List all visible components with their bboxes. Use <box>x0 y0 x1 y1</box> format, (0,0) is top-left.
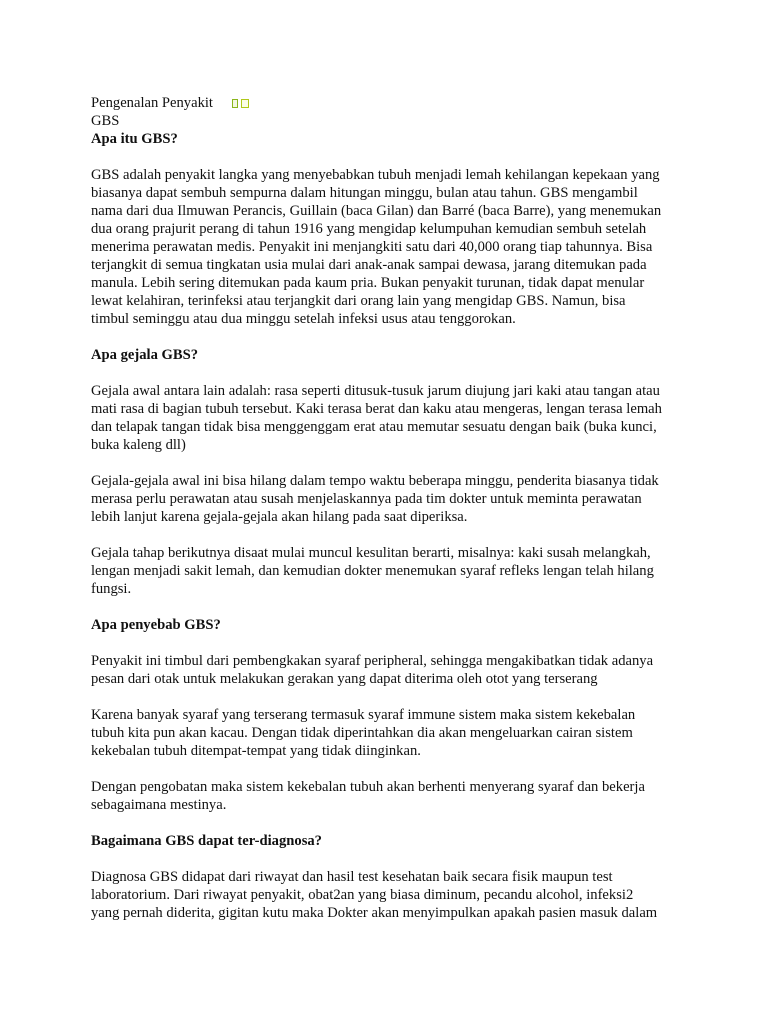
text-line: fungsi. <box>91 581 132 597</box>
section-spacer <box>91 814 691 832</box>
section-heading: Bagaimana GBS dapat ter-diagnosa? <box>91 833 322 849</box>
section-heading: Apa penyebab GBS? <box>91 617 221 633</box>
text-line: merasa perlu perawatan atau susah menjelaskannya pada tim dokter untuk meminta perawatan <box>91 491 642 507</box>
paragraph <box>91 166 691 328</box>
paragraph-spacer <box>91 148 691 166</box>
text-line: yang pernah diderita, gigitan kutu maka Dokter akan menyimpulkan apakah pasien masuk dalam <box>91 905 658 921</box>
text-line: Diagnosa GBS didapat dari riwayat dan hasil test kesehatan baik secara fisik maupun test <box>91 869 613 885</box>
text-line: biasanya dapat sembuh sempurna dalam hitungan minggu, bulan atau tahun. GBS mengambil <box>91 185 638 201</box>
section-spacer <box>91 328 691 346</box>
section-spacer <box>91 598 691 616</box>
paragraph-spacer <box>91 760 691 778</box>
paragraph-spacer <box>91 634 691 652</box>
text-line: GBS adalah penyakit langka yang menyebabkan tubuh menjadi lemah kehilangan kepekaan yang <box>91 167 660 183</box>
paragraph <box>91 652 691 688</box>
paragraph-spacer <box>91 688 691 706</box>
text-line: Penyakit ini timbul dari pembengkakan syaraf peripheral, sehingga mengakibatkan tidak adanya <box>91 653 654 669</box>
section-heading: Apa gejala GBS? <box>91 347 199 363</box>
text-line: kekebalan tubuh ditempat-tempat yang tidak diinginkan. <box>91 743 421 759</box>
text-line: timbul seminggu atau dua minggu setelah infeksi usus atau tenggorokan. <box>91 311 516 327</box>
text-line: tubuh kita pun akan kacau. Dengan tidak diperintahkan dia akan mengeluarkan cairan sistem <box>91 725 633 741</box>
document-body <box>91 130 691 922</box>
paragraph <box>91 706 691 760</box>
document-edit-icon[interactable] <box>241 99 249 108</box>
text-line: dua orang prajurit perang di tahun 1916 yang mengidap kelumpuhan kemudian sembuh setelah <box>91 221 647 237</box>
document-page <box>91 94 691 922</box>
text-line: buka kaleng dll) <box>91 437 186 453</box>
paragraph-spacer <box>91 526 691 544</box>
text-line: menerima perawatan medis. Penyakit ini menjangkiti satu dari 40,000 orang tiap tahunnya. Bisa <box>91 239 653 255</box>
text-line: Dengan pengobatan maka sistem kekebalan tubuh akan berhenti menyerang syaraf dan bekerja <box>91 779 645 795</box>
paragraph-spacer <box>91 850 691 868</box>
text-line: lengan menjadi sakit lemah, dan kemudian dokter menemukan syaraf refleks lengan telah hilang <box>91 563 654 579</box>
text-line: lewat kelahiran, terinfeksi atau terjangkit dari orang lain yang mengidap GBS. Namun, bisa <box>91 293 626 309</box>
paragraph <box>91 778 691 814</box>
paragraph <box>91 544 691 598</box>
text-line: manula. Lebih sering ditemukan pada kaum pria. Bukan penyakit turunan, tidak dapat menular <box>91 275 645 291</box>
paragraph <box>91 472 691 526</box>
text-line: nama dari dua Ilmuwan Perancis, Guillain (baca Gilan) dan Barré (baca Barre), yang menemukan <box>91 203 662 219</box>
text-line: Gejala tahap berikutnya disaat mulai muncul kesulitan berarti, misalnya: kaki susah melangkah, <box>91 545 651 561</box>
text-line: dan telapak tangan tidak bisa menggenggam erat atau memutar sesuatu dengan baik (buka kunci, <box>91 419 657 435</box>
section-heading: Apa itu GBS? <box>91 131 178 147</box>
text-line: Gejala-gejala awal ini bisa hilang dalam tempo waktu beberapa minggu, penderita biasanya tidak <box>91 473 659 489</box>
text-line: Gejala awal antara lain adalah: rasa seperti ditusuk-tusuk jarum diujung jari kaki atau tangan atau <box>91 383 660 399</box>
paragraph <box>91 382 691 454</box>
document-icon[interactable] <box>232 99 238 108</box>
document-title <box>91 94 691 130</box>
text-line: terjangkit di semua tingkatan usia mulai dari anak-anak sampai dewasa, jarang ditemukan pada <box>91 257 647 273</box>
text-line: lebih lanjut karena gejala-gejala akan hilang pada saat diperiksa. <box>91 509 468 525</box>
text-line: sebagaimana mestinya. <box>91 797 227 813</box>
text-line: Karena banyak syaraf yang terserang termasuk syaraf immune sistem maka sistem kekebalan <box>91 707 636 723</box>
text-line: pesan dari otak untuk melakukan gerakan yang dapat diterima oleh otot yang terserang <box>91 671 598 687</box>
title-line-2: GBS <box>91 113 120 129</box>
paragraph <box>91 868 691 922</box>
paragraph-spacer <box>91 454 691 472</box>
title-line-1: Pengenalan Penyakit <box>91 95 213 111</box>
paragraph-spacer <box>91 364 691 382</box>
text-line: laboratorium. Dari riwayat penyakit, obat2an yang biasa diminum, pecandu alcohol, infeksi2 <box>91 887 634 903</box>
text-line: mati rasa di bagian tubuh tersebut. Kaki terasa berat dan kaku atau mengeras, lengan terasa lemah <box>91 401 662 417</box>
title-icons <box>232 99 249 108</box>
